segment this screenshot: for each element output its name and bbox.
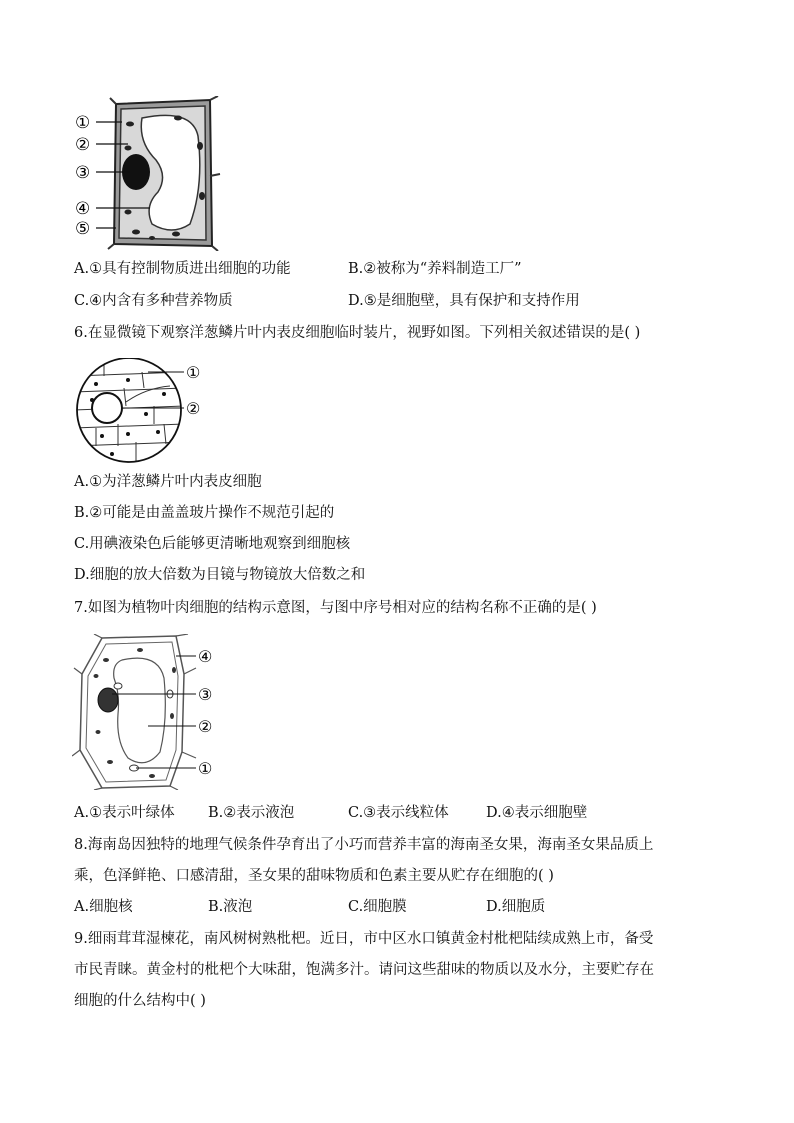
leaf-cell-figure [72,634,222,790]
q7-option-a[interactable]: A.①表示叶绿体 [74,805,175,821]
q8-stem-line-1: 8.海南岛因独特的地理气候条件孕育出了小巧而营养丰富的海南圣女果，海南圣女果品质上 [74,837,654,853]
q6-option-d[interactable]: D.细胞的放大倍数为目镜与物镜放大倍数之和 [74,567,366,583]
fig1-label-1: ① [75,113,91,133]
q7-option-c[interactable]: C.③表示线粒体 [348,805,449,821]
q8-stem-line-2: 乘，色泽鲜艳、口感清甜，圣女果的甜味物质和色素主要从贮存在细胞的( ) [74,868,554,884]
q5-option-b[interactable]: B.②被称为“养料制造工厂” [348,261,522,277]
q5-option-c[interactable]: C.④内含有多种营养物质 [74,293,233,309]
fig3-label-4: ④ [198,647,213,666]
q8-option-b[interactable]: B.液泡 [208,899,253,915]
q8-option-a[interactable]: A.细胞核 [74,899,133,915]
q6-option-c[interactable]: C.用碘液染色后能够更清晰地观察到细胞核 [74,536,351,552]
fig1-label-3: ③ [75,163,91,183]
q9-stem-line-2: 市民青睐。黄金村的枇杷个大味甜，饱满多汁。请问这些甜味的物质以及水分，主要贮存在 [74,962,654,978]
q8-option-c[interactable]: C.细胞膜 [348,899,407,915]
q8-option-d[interactable]: D.细胞质 [486,899,546,915]
fig3-label-1: ① [198,759,213,778]
fig2-label-2: ② [186,399,201,418]
q9-stem-line-1: 9.细雨茸茸湿楝花，南风树树熟枇杷。近日，市中区水口镇黄金村枇杷陆续成熟上市，备受 [74,931,654,947]
fig1-label-5: ⑤ [75,219,91,239]
q6-option-a[interactable]: A.①为洋葱鳞片叶内表皮细胞 [74,474,262,490]
q9-stem-line-3: 细胞的什么结构中( ) [74,993,206,1009]
microscope-field-figure [74,358,214,468]
plant-cell-figure-1 [72,96,222,251]
fig3-label-2: ② [198,717,213,736]
q6-option-b[interactable]: B.②可能是由盖盖玻片操作不规范引起的 [74,505,335,521]
vacuole [114,658,166,763]
fig1-label-2: ② [75,135,91,155]
q6-stem: 6.在显微镜下观察洋葱鳞片叶内表皮细胞临时装片，视野如图。下列相关叙述错误的是( ) [74,325,641,341]
air-bubble [92,393,122,423]
fig3-label-3: ③ [198,685,213,704]
fig2-label-1: ① [186,363,201,382]
q5-option-d[interactable]: D.⑤是细胞壁，具有保护和支持作用 [348,293,580,309]
q7-stem: 7.如图为植物叶肉细胞的结构示意图，与图中序号相对应的结构名称不正确的是( ) [74,600,597,616]
nucleus [98,688,118,712]
q7-option-b[interactable]: B.②表示液泡 [208,805,295,821]
fig1-label-4: ④ [75,199,91,219]
q7-option-d[interactable]: D.④表示细胞壁 [486,805,588,821]
q5-option-a[interactable]: A.①具有控制物质进出细胞的功能 [74,261,291,277]
